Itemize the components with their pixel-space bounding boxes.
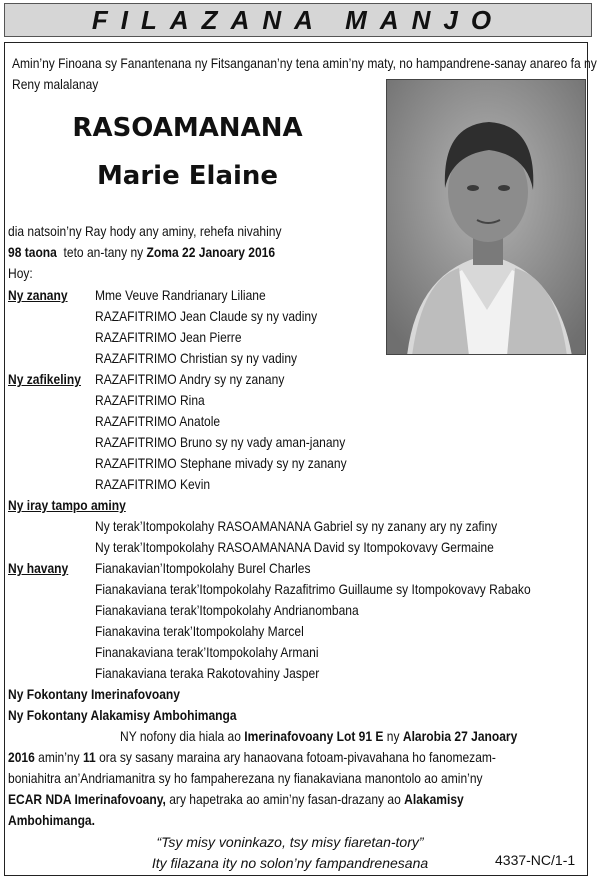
deceased-given-names: Marie Elaine (96, 161, 279, 191)
quote-no-flowers: “Tsy misy voninkazo, tsy misy fiaretan-tory” (156, 834, 424, 850)
relative-item: Finanakaviana terak’Itompokolahy Armani (95, 644, 319, 660)
fokontany-alakamisy: Ny Fokontany Alakamisy Ambohimanga (8, 707, 237, 723)
portrait-photo-icon (387, 80, 586, 355)
ceremony-location: Imerinafovoany Lot 91 E (244, 728, 384, 744)
child-item: Mme Veuve Randrianary Liliane (95, 287, 266, 303)
reference-number: 4337-NC/1-1 (495, 852, 576, 868)
death-line: dia natsoin’ny Ray hody any aminy, rehefa nivahiny (8, 223, 282, 239)
siblings-label: Ny iray tampo aminy (8, 497, 126, 513)
deceased-surname: RASOAMANANA (72, 113, 303, 143)
death-date-line (8, 242, 275, 263)
children-label: Ny zanany (8, 287, 68, 303)
relative-item: Fianakaviana terak’Itompokolahy Andrianombana (95, 602, 359, 618)
quote-notice: Ity filazana ity no solon’ny fampandrenesana (151, 855, 429, 871)
ceremony-burial-place: Alakamisy (404, 791, 464, 807)
grandchild-item: RAZAFITRIMO Andry sy ny zanany (95, 371, 285, 387)
sibling-item: Ny terak’Itompokolahy RASOAMANANA David sy Itompokovavy Germaine (95, 539, 494, 555)
relative-item: Fianakaviana terak’Itompokolahy Razafitrimo Guillaume sy Itompokovavy Rabako (95, 581, 531, 597)
ceremony-text: NY nofony dia hiala ao (120, 728, 241, 744)
ceremony-text: amin’ny (38, 749, 80, 765)
ceremony-hour: 11 (82, 749, 96, 765)
death-mid: teto an-tany ny (63, 244, 144, 260)
relatives-label: Ny havany (8, 560, 69, 576)
fokontany-imerinafovoany: Ny Fokontany Imerinafovoany (8, 686, 180, 702)
notice-header: FILAZANA MANJO (4, 3, 592, 37)
ceremony-date: Alarobia 27 Janoary (402, 728, 518, 744)
ceremony-year: 2016 (8, 749, 35, 765)
ceremony-text: ora sy sasany maraina ary hanaovana fotoam-pivavahana ho fanomezam- (99, 749, 496, 765)
grandchildren-label: Ny zafikeliny (8, 371, 81, 387)
hoy-label: Hoy: (8, 265, 33, 281)
sibling-item: Ny terak’Itompokolahy RASOAMANANA Gabriel sy ny zanany ary ny zafiny (95, 518, 498, 534)
death-date: Zoma 22 Janoary 2016 (146, 244, 276, 260)
ceremony-line-4 (8, 789, 464, 810)
ceremony-line-3: boniahitra an’Andriamanitra sy ho fampaherezana ny fianakaviana manontolo ao amin’ny (8, 770, 483, 786)
grandchild-item: RAZAFITRIMO Kevin (95, 476, 211, 492)
relative-item: Fianakaviana teraka Rakotovahiny Jasper (95, 665, 320, 681)
ceremony-church: ECAR NDA Imerinafovoany, (8, 791, 166, 807)
ceremony-line-2 (8, 747, 496, 768)
portrait-photo (386, 79, 586, 355)
ceremony-line-5: Ambohimanga. (8, 812, 95, 828)
grandchild-item: RAZAFITRIMO Anatole (95, 413, 221, 429)
intro-text: Amin’ny Finoana sy Fanantenana ny Fitsanganan’ny tena amin’ny maty, no hampandrene-sanay anareo fa ny Reny malalanay (12, 55, 597, 92)
age: 98 taona (8, 244, 57, 260)
grandchild-item: RAZAFITRIMO Stephane mivady sy ny zanany (95, 455, 347, 471)
relative-item: Fianakavian’Itompokolahy Burel Charles (95, 560, 311, 576)
child-item: RAZAFITRIMO Jean Pierre (95, 329, 242, 345)
ceremony-line-1 (120, 726, 517, 747)
ceremony-text: ary hapetraka ao amin’ny fasan-drazany ao (169, 791, 401, 807)
ceremony-text: ny (386, 728, 400, 744)
child-item: RAZAFITRIMO Christian sy ny vadiny (95, 350, 298, 366)
grandchild-item: RAZAFITRIMO Rina (95, 392, 205, 408)
relative-item: Fianakavina terak’Itompokolahy Marcel (95, 623, 304, 639)
child-item: RAZAFITRIMO Jean Claude sy ny vadiny (95, 308, 318, 324)
grandchild-item: RAZAFITRIMO Bruno sy ny vady aman-janany (95, 434, 346, 450)
